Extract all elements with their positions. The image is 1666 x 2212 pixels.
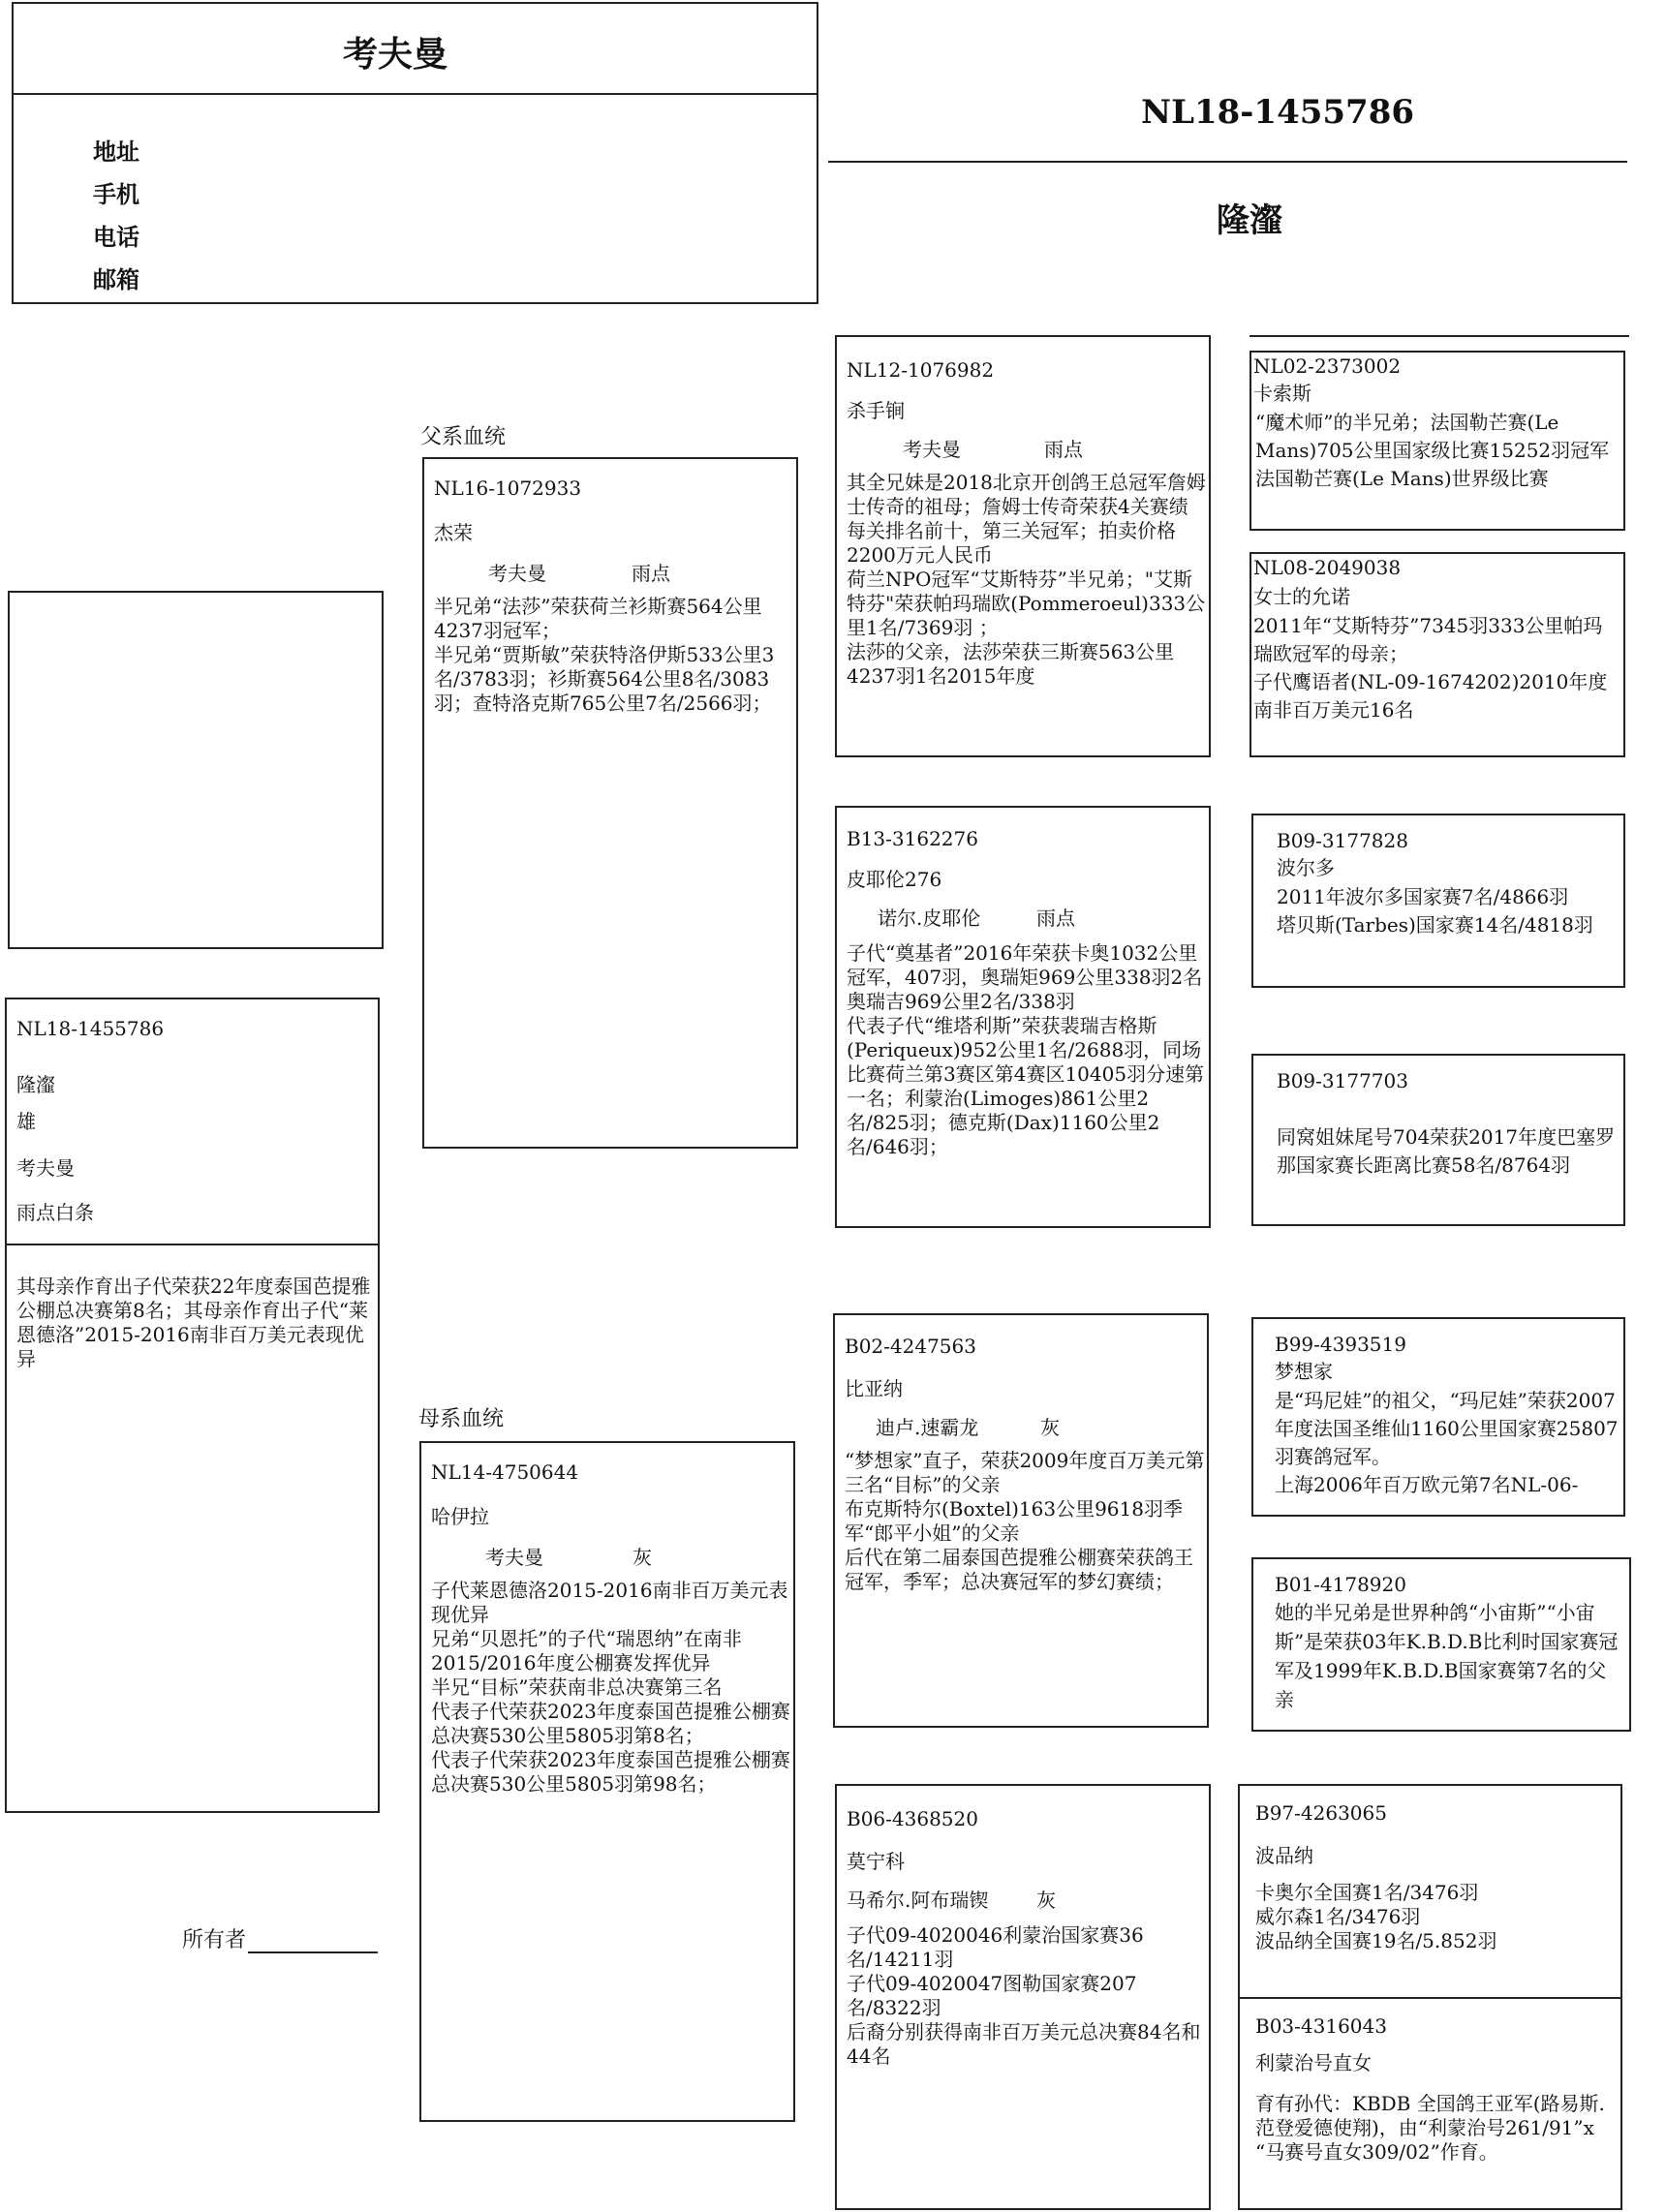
ggp-5-description: 是“玛尼娃”的祖父，“玛尼娃”荣获2007年度法国圣维仙1160公里国家赛25807羽赛鸽冠军。 上海2006年百万欧元第7名NL-06- (1275, 1389, 1619, 1496)
sire-sire-breeder: 考夫曼 (903, 438, 961, 461)
contact-label-mobile: 手机 (93, 180, 139, 208)
ggp-2-name: 女士的允诺 (1253, 585, 1350, 608)
dam-dam-name: 莫宁科 (847, 1850, 905, 1873)
owner-signature-line (248, 1930, 378, 1953)
dam-dam-description: 子代09-4020046利蒙治国家赛36名/14211羽 子代09-4020047图勒国家赛207名/8322羽 后裔分别获得南非百万美元总决赛84名和44名 (847, 1923, 1201, 2068)
header-divider (14, 93, 817, 95)
dam-breeder: 考夫曼 (485, 1546, 543, 1569)
dam-line-label: 母系血统 (418, 1407, 505, 1431)
subject-ring: NL18-1455786 (16, 1017, 165, 1040)
ggp-top-rule (1250, 335, 1629, 337)
ggp-1-ring: NL02-2373002 (1253, 354, 1402, 378)
ggp-1-description: “魔术师”的半兄弟；法国勒芒赛(Le Mans)705公里国家级比赛15252羽冠军 法国勒芒赛(Le Mans)世界级比赛 (1255, 411, 1610, 490)
breeder-name: 考夫曼 (343, 34, 448, 75)
dam-sire-box (833, 1313, 1209, 1728)
ggp-7-box (1238, 1784, 1622, 1999)
subject-breeder: 考夫曼 (16, 1156, 75, 1180)
sire-ring: NL16-1072933 (434, 476, 582, 500)
ggp-2-box (1250, 552, 1625, 757)
dam-description: 子代莱恩德洛2015-2016南非百万美元表现优异 兄弟“贝恩托”的子代“瑞恩纳”在南非2015/2016年度公棚赛发挥优异 半兄“目标”荣获南非总决赛第三名 代表子代荣获2023年度泰国芭提雅公棚赛总决赛530公里5805羽第8名； 代表子代荣获2023年度泰国芭提雅公棚赛总决赛530公里5805羽第98名； (431, 1579, 790, 1796)
sire-box (422, 457, 798, 1149)
pigeon-photo-frame (8, 591, 384, 949)
ggp-2-description: 2011年“艾斯特芬”7345羽333公里帕玛瑞欧冠军的母亲； 子代鹰语者(NL-09-1674202)2010年度南非百万美元16名 (1253, 614, 1608, 722)
contact-label-email: 邮箱 (93, 265, 139, 293)
subject-description: 其母亲作育出子代荣获22年度泰国芭提雅公棚总决赛第8名；其母亲作育出子代“莱恩德洛”2015-2016南非百万美元表现优异 (16, 1275, 371, 1370)
sire-sire-box (835, 335, 1211, 757)
ggp-8-ring: B03-4316043 (1255, 2014, 1387, 2038)
dam-sire-breeder: 迪卢.速霸龙 (876, 1416, 979, 1439)
dam-dam-breeder: 马希尔.阿布瑞锲 (847, 1889, 989, 1912)
sire-name: 杰荣 (434, 521, 473, 544)
ggp-5-name: 梦想家 (1275, 1360, 1333, 1383)
subject-divider (7, 1244, 378, 1245)
ggp-1-box (1250, 351, 1625, 531)
dam-box (419, 1441, 795, 2122)
ggp-8-box (1238, 1997, 1622, 2210)
dam-sire-description: “梦想家”直子，荣获2009年度百万美元第三名“目标”的父亲 布克斯特尔(Boxtel)163公里9618羽季军“郎平小姐”的父亲 后代在第二届泰国芭提雅公棚赛荣获鸽王冠军，季军；总决赛冠军的梦幻赛绩； (845, 1449, 1205, 1593)
dam-sire-color: 灰 (1040, 1416, 1060, 1439)
owner-label: 所有者 (182, 1923, 378, 1953)
ggp-4-box (1251, 1054, 1625, 1226)
sire-color: 雨点 (632, 562, 670, 585)
ggp-2-ring: NL08-2049038 (1253, 556, 1402, 579)
ggp-3-description: 2011年波尔多国家赛7名/4866羽 塔贝斯(Tarbes)国家赛14名/4818羽 (1277, 885, 1593, 937)
sire-line-label: 父系血统 (420, 425, 507, 449)
main-pigeon-name: 隆瀣 (1217, 201, 1282, 240)
ggp-7-description: 卡奥尔全国赛1名/3476羽 威尔森1名/3476羽 波品纳全国赛19名/5.852羽 (1255, 1881, 1497, 1952)
sire-description: 半兄弟“法莎”荣获荷兰衫斯赛564公里4237羽冠军； 半兄弟“贾斯敏”荣获特洛伊斯533公里3名/3783羽；衫斯赛564公里8名/3083羽；查特洛克斯765公里7名/2566羽； (434, 595, 775, 715)
dam-dam-ring: B06-4368520 (847, 1807, 978, 1830)
dam-sire-ring: B02-4247563 (845, 1335, 976, 1358)
ggp-8-name: 利蒙治号直女 (1255, 2051, 1372, 2074)
contact-label-address: 地址 (93, 138, 139, 166)
ggp-3-name: 波尔多 (1277, 856, 1335, 879)
ggp-8-description: 育有孙代：KBDB 全国鸽王亚军(路易斯.范登爱德使翔)，由“利蒙治号261/91”x “马赛号直女309/02”作育。 (1255, 2092, 1605, 2164)
sire-dam-name: 皮耶伦276 (847, 868, 942, 891)
ggp-5-ring: B99-4393519 (1275, 1333, 1406, 1356)
subject-color: 雨点白条 (16, 1201, 94, 1224)
sire-sire-color: 雨点 (1044, 438, 1083, 461)
sire-sire-name: 杀手锏 (847, 399, 905, 422)
sire-dam-box (835, 806, 1211, 1228)
sire-sire-ring: NL12-1076982 (847, 358, 995, 382)
dam-ring: NL14-4750644 (431, 1460, 579, 1484)
sire-breeder: 考夫曼 (488, 562, 546, 585)
ggp-4-ring: B09-3177703 (1277, 1069, 1408, 1092)
subject-name: 隆瀣 (16, 1073, 55, 1096)
contact-label-phone: 电话 (93, 223, 139, 251)
ggp-6-ring: B01-4178920 (1275, 1573, 1406, 1596)
sire-sire-description: 其全兄妹是2018北京开创鸽王总冠军詹姆士传奇的祖母；詹姆士传奇荣获4关赛绩每关排名前十，第三关冠军；拍卖价格2200万元人民币 荷兰NPO冠军“艾斯特芬”半兄弟；"艾斯特芬"荣获帕玛瑞欧(Pommeroeul)333公里1名/7369羽 ； 法莎的父亲，法莎荣获三斯赛563公里4237羽1名2015年度 (847, 471, 1206, 688)
ggp-6-description: 她的半兄弟是世界种鸽“小宙斯”“小宙斯”是荣获03年K.B.D.B比利时国家赛冠军及1999年K.B.D.B国家赛第7名的父亲 (1275, 1601, 1619, 1711)
dam-color: 灰 (632, 1546, 652, 1569)
subject-sex: 雄 (16, 1110, 36, 1133)
ggp-6-box (1251, 1557, 1631, 1732)
main-ring-number: NL18-1455786 (1141, 93, 1415, 132)
dam-sire-name: 比亚纳 (845, 1377, 903, 1400)
subject-box (5, 998, 380, 1813)
ggp-7-ring: B97-4263065 (1255, 1801, 1387, 1825)
dam-name: 哈伊拉 (431, 1505, 489, 1528)
ggp-3-box (1251, 814, 1625, 988)
ggp-1-name: 卡索斯 (1253, 382, 1311, 405)
ggp-4-description: 同窝姐妹尾号704荣获2017年度巴塞罗那国家赛长距离比赛58名/8764羽 (1277, 1125, 1616, 1177)
sire-dam-description: 子代“奠基者”2016年荣获卡奥1032公里冠军，407羽，奥瑞矩969公里338羽2名 奥瑞吉969公里2名/338羽 代表子代“维塔利斯”荣获裴瑞吉格斯(Periqueux)952公里1名/2688羽，同场比赛荷兰第3赛区第4赛区10405羽分速第一名；利蒙治(Limoges)861公里2名/825羽；德克斯(Dax)1160公里2名/646羽； (847, 941, 1205, 1158)
ggp-5-box (1251, 1317, 1625, 1517)
ggp-3-ring: B09-3177828 (1277, 829, 1408, 852)
sire-dam-breeder: 诺尔.皮耶伦 (878, 906, 981, 930)
sire-dam-ring: B13-3162276 (847, 827, 978, 850)
sire-dam-color: 雨点 (1036, 906, 1075, 930)
dam-dam-box (835, 1784, 1211, 2210)
main-divider (828, 161, 1627, 163)
breeder-header-box (12, 2, 818, 304)
ggp-7-name: 波品纳 (1255, 1844, 1313, 1867)
dam-dam-color: 灰 (1036, 1889, 1056, 1912)
